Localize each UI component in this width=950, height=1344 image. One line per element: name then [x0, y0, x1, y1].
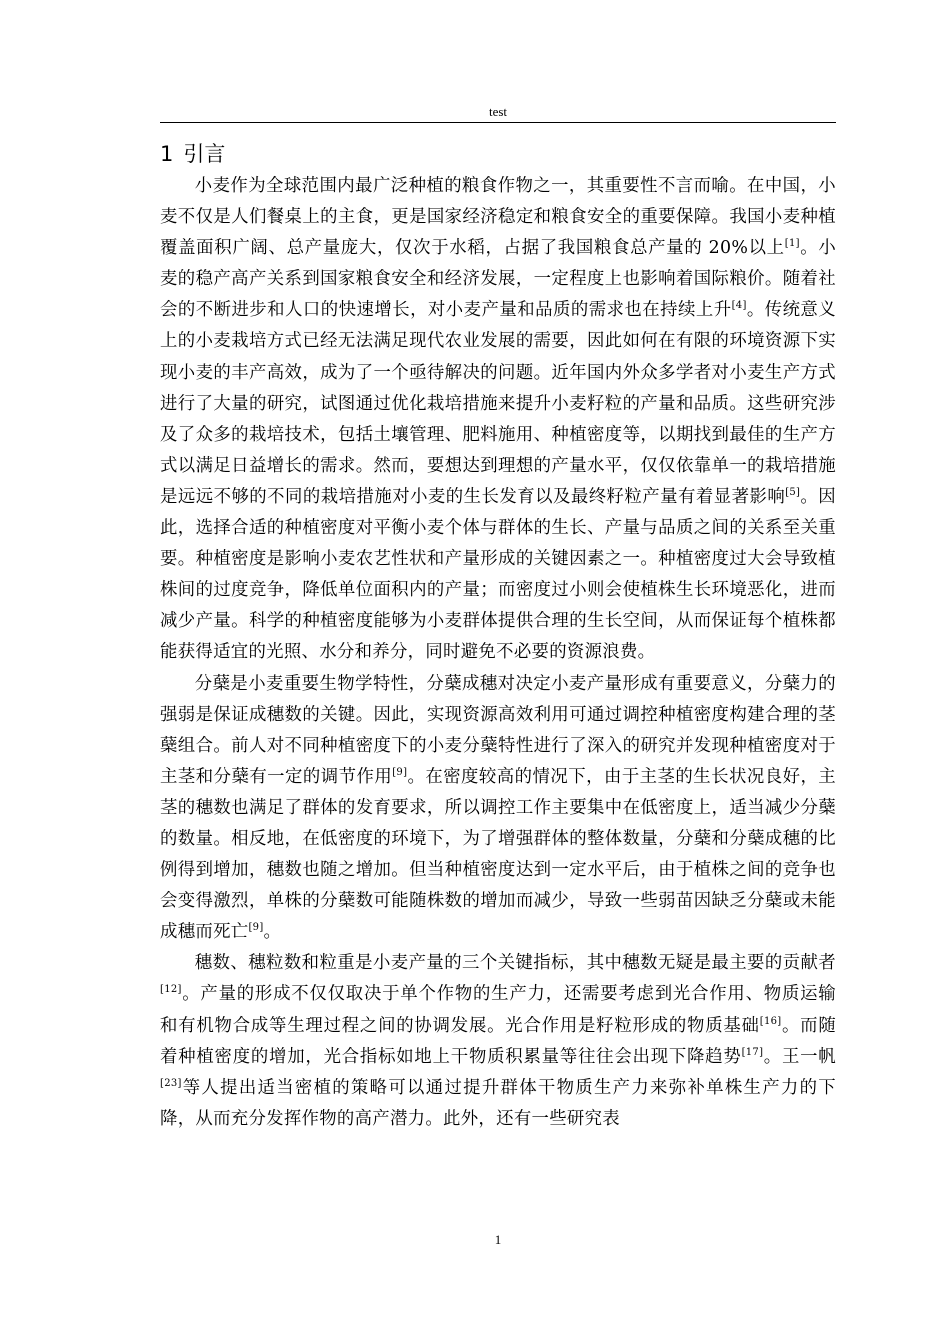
text-run: 。传统意义上的小麦栽培方式已经无法满足现代农业发展的需要，因此如何在有限的环境资源下实现小麦的丰产高效，成为了一个亟待解决的问题。近年国内外众多学者对小麦生产方式进行了大量的研究，试图通过优化栽培措施来提升小麦籽粒的产量和品质。这些研究涉及了众多的栽培技术，包括土壤管理、肥料施用、种植密度等，以期找到最佳的生产方式以满足日益增长的需求。然而，要想达到理想的产量水平，仅仅依靠单一的栽培措施是远远不够的不同的栽培措施对小麦的生长发育以及最终籽粒产量有着显著影响 — [160, 300, 836, 507]
citation-ref: [17] — [741, 1046, 764, 1058]
body-text — [160, 171, 836, 1135]
section-title: 引言 — [183, 142, 226, 166]
citation-ref: [12] — [160, 984, 182, 996]
text-run: 小麦作为全球范围内最广泛种植的粮食作物之一，其重要性不言而喻。在中国，小麦不仅是人们餐桌上的主食，更是国家经济稳定和粮食安全的重要保障。我国小麦种植覆盖面积广阔、总产量庞大，仅次于水稻，占据了我国粮食总产量的 20%以上 — [160, 176, 836, 259]
text-run: 。产量的形成不仅仅取决于单个作物的生产力，还需要考虑到光合作用、物质运输和有机物合成等生理过程之间的协调发展。光合作用是籽粒形成的物质基础 — [160, 984, 836, 1036]
text-run: 。小麦的稳产高产关系到国家粮食安全和经济发展，一定程度上也影响着国际粮价。随着社会的不断进步和人口的快速增长，对小麦产量和品质的需求也在持续上升 — [160, 238, 837, 321]
text-run: 。王一帆 — [763, 1046, 836, 1067]
paragraph — [160, 669, 836, 949]
citation-ref: [16] — [759, 1015, 782, 1027]
citation-ref: [4] — [731, 300, 747, 312]
running-header: test — [488, 104, 508, 119]
text-run: 等人提出适当密植的策略可以通过提升群体干物质生产力来弥补单株生产力的下降，从而充分发挥作物的高产潜力。此外，还有一些研究表 — [160, 1077, 836, 1129]
text-run: 。在密度较高的情况下，由于主茎的生长状况良好，主茎的穗数也满足了群体的发育要求，所以调控工作主要集中在低密度上，适当减少分蘖的数量。相反地，在低密度的环境下，为了增强群体的整体数量，分蘖和分蘖成穗的比例得到增加，穗数也随之增加。但当种植密度达到一定水平后，由于植株之间的竞争也会变得激烈，单株的分蘖数可能随株数的增加而减少，导致一些弱苗因缺乏分蘖或未能成穗而死亡 — [160, 766, 836, 943]
text-run: 分蘖是小麦重要生物学特性，分蘖成穗对决定小麦产量形成有重要意义，分蘖力的强弱是保证成穗数的关键。因此，实现资源高效利用可通过调控种植密度构建合理的茎蘖组合。前人对不同种植密度下的小麦分蘖特性进行了深入的研究并发现种植密度对于主茎和分蘖有一定的调节作用 — [160, 673, 836, 787]
citation-ref: [9] — [392, 766, 408, 778]
page-number: 1 — [494, 1232, 502, 1247]
citation-ref: [1] — [784, 238, 800, 250]
section-number: 1 — [160, 142, 174, 166]
paragraph — [160, 948, 836, 1135]
paragraph — [160, 171, 836, 669]
citation-ref: [5] — [785, 486, 801, 498]
citation-ref: [23] — [160, 1077, 182, 1089]
text-run: 。因此，选择合适的种植密度对平衡小麦个体与群体的生长、产量与品质之间的关系至关重要。种植密度是影响小麦农艺性状和产量形成的关键因素之一。种植密度过大会导致植株间的过度竞争，降低单位面积内的产量；而密度过小则会使植株生长环境恶化，进而减少产量。科学的种植密度能够为小麦群体提供合理的生长空间，从而保证每个植株都能获得适宜的光照、水分和养分，同时避免不必要的资源浪费。 — [160, 486, 836, 663]
text-run: 。 — [263, 922, 282, 943]
text-run: 。而随着种植密度的增加，光合指标如地上干物质积累量等往往会出现下降趋势 — [160, 1015, 837, 1067]
text-run: 穗数、穗粒数和粒重是小麦产量的三个关键指标，其中穗数无疑是最主要的贡献者 — [194, 953, 836, 974]
header-rule — [160, 122, 836, 123]
citation-ref: [9] — [248, 922, 264, 934]
section-heading — [160, 140, 225, 168]
